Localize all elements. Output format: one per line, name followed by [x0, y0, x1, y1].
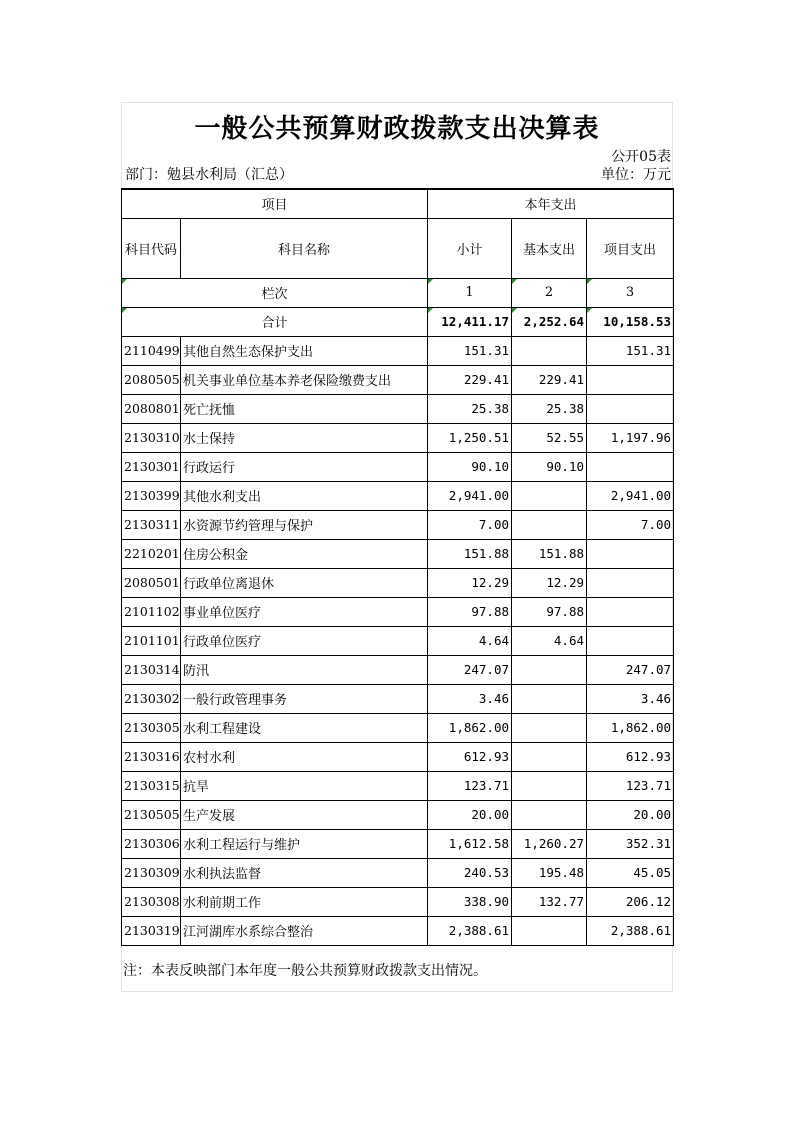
- row-project: 612.93: [587, 742, 674, 771]
- header-project: 项目支出: [587, 218, 674, 278]
- row-project: [587, 539, 674, 568]
- row-code: 2080501: [122, 568, 181, 597]
- table-row: [122, 655, 674, 684]
- sequence-label: 栏次: [122, 278, 428, 307]
- row-basic: 52.55: [512, 423, 587, 452]
- row-name: 生产发展: [181, 800, 428, 829]
- header-code: 科目代码: [122, 218, 181, 278]
- row-project: [587, 626, 674, 655]
- row-code: 2130308: [122, 887, 181, 916]
- row-project: 2,388.61: [587, 916, 674, 945]
- table-row: [122, 684, 674, 713]
- row-name: 水利执法监督: [181, 858, 428, 887]
- row-basic: 132.77: [512, 887, 587, 916]
- header-row-1: [122, 189, 674, 218]
- row-name: 住房公积金: [181, 539, 428, 568]
- row-project: 123.71: [587, 771, 674, 800]
- header-item: 项目: [122, 189, 428, 218]
- row-name: 一般行政管理事务: [181, 684, 428, 713]
- header-name: 科目名称: [181, 218, 428, 278]
- row-code: 2110499: [122, 336, 181, 365]
- total-row: [122, 307, 674, 336]
- row-subtotal: 12.29: [428, 568, 512, 597]
- row-name: 水利工程建设: [181, 713, 428, 742]
- row-subtotal: 612.93: [428, 742, 512, 771]
- row-subtotal: 151.88: [428, 539, 512, 568]
- row-subtotal: 1,250.51: [428, 423, 512, 452]
- row-name: 事业单位医疗: [181, 597, 428, 626]
- table-row: [122, 742, 674, 771]
- row-basic: 151.88: [512, 539, 587, 568]
- row-name: 江河湖库水系综合整治: [181, 916, 428, 945]
- row-code: 2130319: [122, 916, 181, 945]
- header-basic: 基本支出: [512, 218, 587, 278]
- header-subtotal: 小计: [428, 218, 512, 278]
- table-row: [122, 539, 674, 568]
- row-code: 2130306: [122, 829, 181, 858]
- row-subtotal: 3.46: [428, 684, 512, 713]
- row-code: 2130311: [122, 510, 181, 539]
- row-name: 其他自然生态保护支出: [181, 336, 428, 365]
- unit-label: 单位：万元: [601, 167, 671, 183]
- row-code: 2130301: [122, 452, 181, 481]
- row-basic: [512, 655, 587, 684]
- row-subtotal: 97.88: [428, 597, 512, 626]
- row-subtotal: 25.38: [428, 394, 512, 423]
- row-code: 2210201: [122, 539, 181, 568]
- header-current-year: 本年支出: [428, 189, 674, 218]
- sequence-1: 1: [428, 278, 512, 307]
- row-basic: 12.29: [512, 568, 587, 597]
- table-row: [122, 365, 674, 394]
- row-code: 2101101: [122, 626, 181, 655]
- row-project: 7.00: [587, 510, 674, 539]
- row-basic: 1,260.27: [512, 829, 587, 858]
- row-basic: [512, 684, 587, 713]
- row-basic: 25.38: [512, 394, 587, 423]
- row-name: 死亡抚恤: [181, 394, 428, 423]
- row-name: 水利前期工作: [181, 887, 428, 916]
- total-basic: 2,252.64: [512, 307, 587, 336]
- row-code: 2130305: [122, 713, 181, 742]
- page-title: 一般公共预算财政拨款支出决算表: [194, 114, 600, 144]
- row-subtotal: 123.71: [428, 771, 512, 800]
- form-number: 公开05表: [611, 149, 671, 165]
- row-project: [587, 452, 674, 481]
- row-name: 水资源节约管理与保护: [181, 510, 428, 539]
- row-project: 352.31: [587, 829, 674, 858]
- row-project: 1,862.00: [587, 713, 674, 742]
- row-basic: [512, 771, 587, 800]
- sequence-2: 2: [512, 278, 587, 307]
- row-code: 2130399: [122, 481, 181, 510]
- table-row: [122, 858, 674, 887]
- row-name: 防汛: [181, 655, 428, 684]
- row-project: 3.46: [587, 684, 674, 713]
- row-name: 行政单位医疗: [181, 626, 428, 655]
- row-code: 2130314: [122, 655, 181, 684]
- table-row: [122, 800, 674, 829]
- row-code: 2101102: [122, 597, 181, 626]
- table-row: [122, 916, 674, 945]
- sequence-3: 3: [587, 278, 674, 307]
- row-basic: 4.64: [512, 626, 587, 655]
- row-code: 2080801: [122, 394, 181, 423]
- row-code: 2130302: [122, 684, 181, 713]
- row-subtotal: 4.64: [428, 626, 512, 655]
- footnote: 注：本表反映部门本年度一般公共预算财政拨款支出情况。: [123, 963, 487, 979]
- row-subtotal: 1,862.00: [428, 713, 512, 742]
- row-basic: 90.10: [512, 452, 587, 481]
- row-code: 2130310: [122, 423, 181, 452]
- row-basic: [512, 336, 587, 365]
- table-row: [122, 452, 674, 481]
- table-row: [122, 713, 674, 742]
- row-subtotal: 240.53: [428, 858, 512, 887]
- table-row: [122, 336, 674, 365]
- row-basic: 97.88: [512, 597, 587, 626]
- row-basic: [512, 713, 587, 742]
- row-name: 水利工程运行与维护: [181, 829, 428, 858]
- row-project: 45.05: [587, 858, 674, 887]
- row-name: 行政运行: [181, 452, 428, 481]
- row-basic: 229.41: [512, 365, 587, 394]
- row-basic: 195.48: [512, 858, 587, 887]
- header-row-2: [122, 218, 674, 278]
- table-row: [122, 829, 674, 858]
- row-subtotal: 247.07: [428, 655, 512, 684]
- row-code: 2130315: [122, 771, 181, 800]
- row-project: 1,197.96: [587, 423, 674, 452]
- row-subtotal: 338.90: [428, 887, 512, 916]
- row-project: 151.31: [587, 336, 674, 365]
- row-name: 其他水利支出: [181, 481, 428, 510]
- row-name: 抗旱: [181, 771, 428, 800]
- sequence-row: [122, 278, 674, 307]
- table-row: [122, 771, 674, 800]
- row-project: [587, 568, 674, 597]
- row-code: 2080505: [122, 365, 181, 394]
- department-label: 部门：勉县水利局（汇总）: [125, 167, 293, 183]
- row-project: 206.12: [587, 887, 674, 916]
- table-row: [122, 481, 674, 510]
- row-name: 农村水利: [181, 742, 428, 771]
- row-subtotal: 7.00: [428, 510, 512, 539]
- row-subtotal: 2,941.00: [428, 481, 512, 510]
- row-project: 2,941.00: [587, 481, 674, 510]
- row-subtotal: 2,388.61: [428, 916, 512, 945]
- table-row: [122, 887, 674, 916]
- row-subtotal: 20.00: [428, 800, 512, 829]
- row-name: 行政单位离退休: [181, 568, 428, 597]
- row-subtotal: 1,612.58: [428, 829, 512, 858]
- row-subtotal: 229.41: [428, 365, 512, 394]
- row-code: 2130505: [122, 800, 181, 829]
- row-basic: [512, 916, 587, 945]
- row-basic: [512, 481, 587, 510]
- row-basic: [512, 510, 587, 539]
- row-project: [587, 597, 674, 626]
- total-project: 10,158.53: [587, 307, 674, 336]
- row-project: [587, 365, 674, 394]
- row-subtotal: 90.10: [428, 452, 512, 481]
- row-basic: [512, 800, 587, 829]
- row-name: 机关事业单位基本养老保险缴费支出: [181, 365, 428, 394]
- table-row: [122, 510, 674, 539]
- expenditure-table: [121, 188, 674, 946]
- row-subtotal: 151.31: [428, 336, 512, 365]
- row-code: 2130316: [122, 742, 181, 771]
- row-project: [587, 394, 674, 423]
- row-name: 水土保持: [181, 423, 428, 452]
- row-project: 20.00: [587, 800, 674, 829]
- table-row: [122, 568, 674, 597]
- table-row: [122, 597, 674, 626]
- total-subtotal: 12,411.17: [428, 307, 512, 336]
- row-code: 2130309: [122, 858, 181, 887]
- total-label: 合计: [122, 307, 428, 336]
- table-row: [122, 423, 674, 452]
- table-row: [122, 394, 674, 423]
- row-basic: [512, 742, 587, 771]
- table-row: [122, 626, 674, 655]
- row-project: 247.07: [587, 655, 674, 684]
